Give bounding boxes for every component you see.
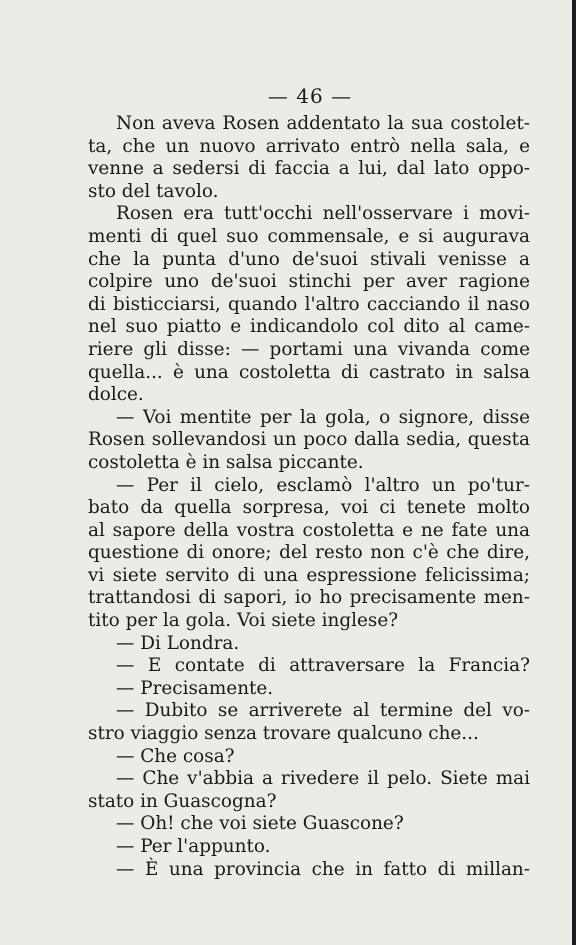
text-line: venne a sedersi di faccia a lui, dal lato oppo- (88, 158, 530, 180)
text-line: Non aveva Rosen addentato la sua costolet- (116, 113, 530, 134)
text-line: quella... è una costoletta di castrato in salsa (88, 361, 530, 383)
page-number: — 46 — (267, 84, 353, 108)
text-line: — Voi mentite per la gola, o signore, disse (116, 406, 530, 428)
text-line: costoletta è in salsa piccante. (88, 451, 364, 473)
text-line: questione di onore; del resto non c'è che dire, (88, 542, 530, 564)
text-line: dolce. (88, 384, 144, 406)
text-line: menti di quel suo commensale, e si augurava (88, 225, 530, 247)
text-line: che la punta d'uno de'suoi stivali venisse a (88, 248, 530, 270)
text-line: — Dubito se arriverete al termine del vo- (116, 700, 530, 722)
text-line: — Che v'abbia a rivedere il pelo. Siete mai (116, 768, 530, 790)
body-text (88, 113, 530, 881)
text-line: vi siete servito di una espressione felicissima; (88, 564, 530, 586)
text-line: — Oh! che voi siete Guascone? (116, 813, 404, 835)
text-line: — Per il cielo, esclamò l'altro un po'tur- (116, 474, 530, 496)
text-line: — Per l'appunto. (116, 836, 271, 857)
text-line: al sapore della vostra costoletta e ne fate una (88, 519, 530, 541)
text-line: — Che cosa? (116, 745, 235, 767)
text-line: — È una provincia che in fatto di millan- (116, 858, 530, 880)
text-line: bato da quella sorpresa, voi ci tenete molto (88, 497, 530, 519)
text-line: Rosen sollevandosi un poco dalla sedia, questa (88, 429, 530, 451)
text-line: stato in Guascogna? (88, 790, 277, 812)
text-line: tito per la gola. Voi siete inglese? (88, 610, 399, 632)
text-line: colpire uno de'suoi stinchi per aver ragione (88, 271, 530, 293)
text-line: sto del tavolo. (88, 180, 219, 202)
text-line: ta, che un nuovo arrivato entrò nella sala, e (88, 135, 530, 157)
text-line: nel suo piatto e indicandolo col dito al came- (88, 316, 530, 338)
text-line: — Precisamente. (116, 677, 274, 699)
text-line: di bisticciarsi, quando l'altro cacciando il naso (88, 293, 530, 315)
page-edge (572, 0, 588, 945)
text-line: riere gli disse: — portami una vivanda come (88, 338, 530, 360)
text-line: — Di Londra. (116, 632, 240, 654)
text-line: trattandosi di sapori, io ho precisamente men- (88, 587, 530, 609)
text-line: Rosen era tutt'occhi nell'osservare i movi- (116, 203, 530, 225)
text-line: stro viaggio senza trovare qualcuno che... (88, 723, 479, 745)
text-line: — E contate di attraversare la Francia? (116, 655, 530, 677)
